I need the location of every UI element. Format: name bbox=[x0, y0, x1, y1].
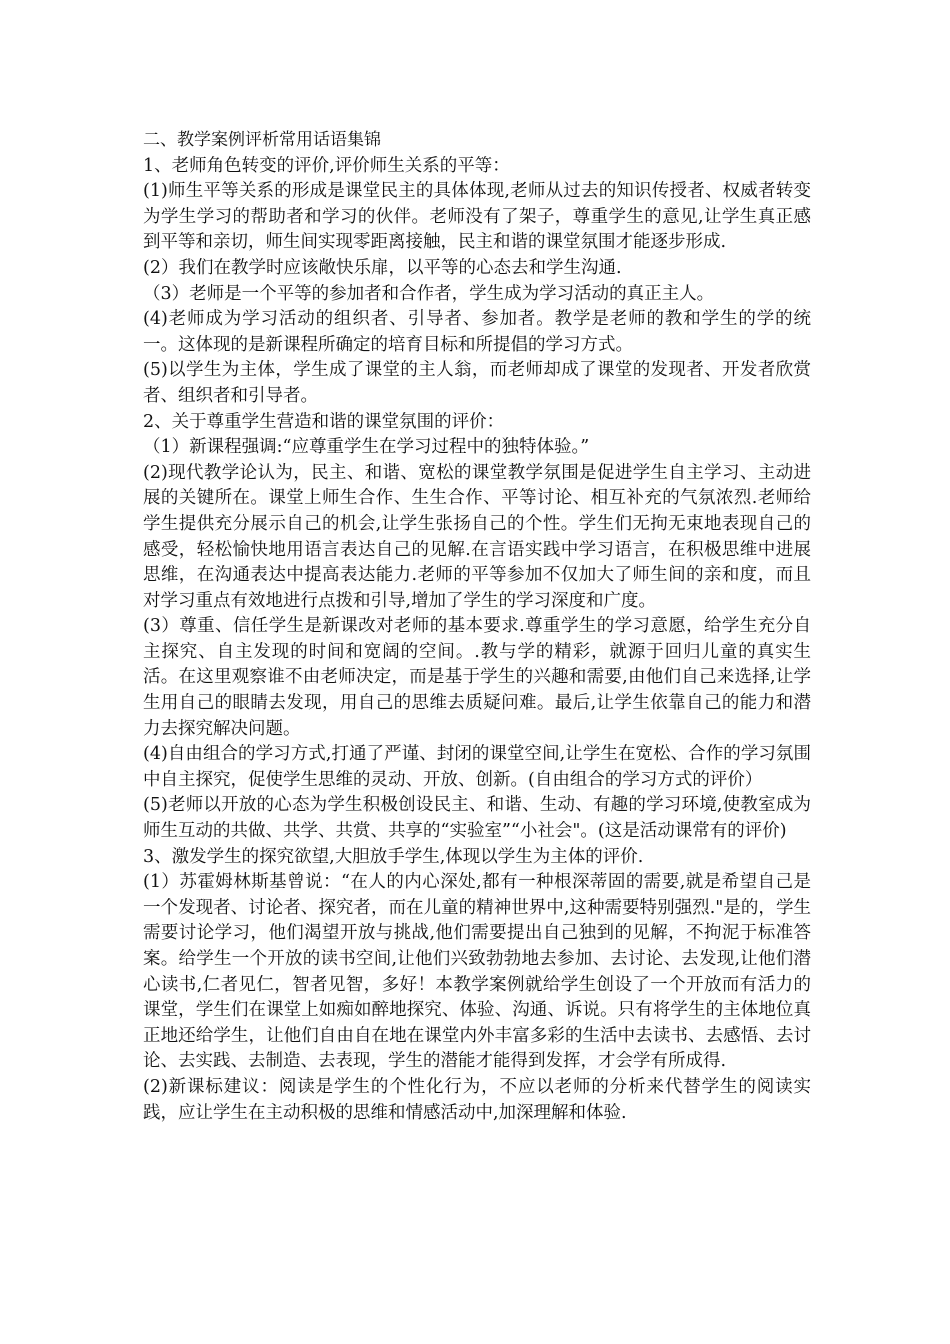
section-title: 二、教学案例评析常用话语集锦 bbox=[143, 130, 381, 150]
paragraph: (5)老师以开放的心态为学生积极创设民主、和谐、生动、有趣的学习环境,使教室成为师生互动的共做、共学、共赏、共享的“实验室”“小社会"。(这是活动课常有的评价) bbox=[143, 795, 811, 842]
paragraph: (2)现代教学论认为，民主、和谐、宽松的课堂教学氛围是促进学生自主学习、主动进展的关键所在。课堂上师生合作、生生合作、平等讨论、相互补充的气氛浓烈.老师给学生提供充分展示自己的机会,让学生张扬自己的个性。学生们无拘无束地表现自己的感受，轻松愉快地用语言表达自己的见解.在言语实践中学习语言，在积极思维中进展思维，在沟通表达中提高表达能力.老师的平等参加不仅加大了师生间的亲和度，而且对学习重点有效地进行点拨和引导,增加了学生的学习深度和广度。 bbox=[143, 462, 811, 611]
document-body bbox=[143, 128, 811, 1126]
paragraph: (1）苏霍姆林斯基曾说：“在人的内心深处,都有一种根深蒂固的需要,就是希望自己是一个发现者、讨论者、探究者，而在儿童的精神世界中,这种需要特别强烈."是的，学生需要讨论学习，他们渴望开放与挑战,他们需要提出自己独到的见解，不拘泥于标准答案。给学生一个开放的读书空间,让他们兴致勃勃地去参加、去讨论、去发现,让他们潜心读书,仁者见仁，智者见智，多好！本教学案例就给学生创设了一个开放而有活力的课堂，学生们在课堂上如痴如醉地探究、体验、沟通、诉说。只有将学生的主体地位真正地还给学生，让他们自由自在地在课堂内外丰富多彩的生活中去读书、去感悟、去讨论、去实践、去制造、去表现，学生的潜能才能得到发挥，才会学有所成得. bbox=[143, 872, 811, 1072]
paragraph: (4)自由组合的学习方式,打通了严谨、封闭的课堂空间,让学生在宽松、合作的学习氛围中自主探究，促使学生思维的灵动、开放、创新。(自由组合的学习方式的评价） bbox=[143, 744, 811, 790]
paragraph: (2)新课标建议：阅读是学生的个性化行为，不应以老师的分析来代替学生的阅读实践，应让学生在主动积极的思维和情感活动中,加深理解和体验. bbox=[143, 1076, 811, 1123]
paragraph: (5)以学生为主体，学生成了课堂的主人翁，而老师却成了课堂的发现者、开发者欣赏者、组织者和引导者。 bbox=[143, 360, 811, 406]
paragraph: (4)老师成为学习活动的组织者、引导者、参加者。教学是老师的教和学生的学的统一。这体现的是新课程所确定的培育目标和所提倡的学习方式。 bbox=[143, 309, 811, 355]
paragraph: （1）新课程强调:“应尊重学生在学习过程中的独特体验。” bbox=[143, 437, 590, 458]
heading-2: 2、关于尊重学生营造和谐的课堂氛围的评价： bbox=[143, 411, 505, 432]
paragraph: （3）老师是一个平等的参加者和合作者，学生成为学习活动的真正主人。 bbox=[143, 283, 715, 304]
heading-1: 1、老师角色转变的评价,评价师生关系的平等： bbox=[143, 155, 510, 176]
paragraph: (1)师生平等关系的形成是课堂民主的具体体现,老师从过去的知识传授者、权威者转变为学生学习的帮助者和学习的伙伴。老师没有了架子，尊重学生的意见,让学生真正感到平等和亲切，师生间实现零距离接触，民主和谐的课堂氛围才能逐步形成. bbox=[143, 181, 811, 253]
paragraph: (3）尊重、信任学生是新课改对老师的基本要求.尊重学生的学习意愿，给学生充分自主探究、自主发现的时间和宽阔的空间。.教与学的精彩，就源于回归儿童的真实生活。在这里观察谁不由老师决定，而是基于学生的兴趣和需要,由他们自己来选择,让学生用自己的眼睛去发现，用自己的思维去质疑问难。最后,让学生依靠自己的能力和潜力去探究解决问题。 bbox=[143, 616, 811, 739]
heading-3: 3、激发学生的探究欲望,大胆放手学生,体现以学生为主体的评价. bbox=[143, 846, 644, 867]
paragraph: (2）我们在教学时应该敞快乐扉，以平等的心态去和学生沟通. bbox=[143, 257, 622, 278]
